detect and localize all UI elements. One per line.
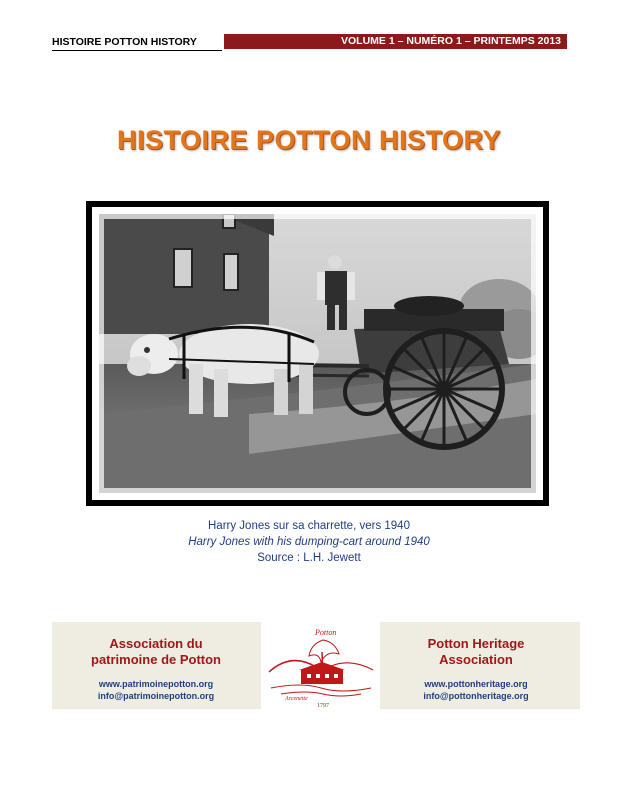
english-association-name [376,636,576,668]
french-association-block [56,636,256,702]
caption-french: Harry Jones sur sa charrette, vers 1940 [208,520,410,532]
english-association-website[interactable]: www.pottonheritage.org [424,679,528,689]
french-association-website[interactable]: www.patrimoinepotton.org [98,679,214,689]
running-header [52,34,567,52]
cover-photo [99,214,536,493]
photo-caption [0,518,618,566]
english-association-name-line2: Association [439,652,513,667]
english-association-email[interactable]: info@pottonheritage.org [423,691,529,701]
logo-signature: Arcenette [285,696,308,702]
french-association-email[interactable]: info@patrimoinepotton.org [97,691,215,701]
english-association-block [376,636,576,702]
footer-banner [52,622,580,709]
caption-english: Harry Jones with his dumping-cart around 1940 [188,536,430,548]
french-association-name-line2: patrimoine de Potton [91,652,221,667]
association-logo [261,622,380,709]
french-association-name [56,636,256,668]
cover-photo-frame [86,201,549,506]
page-title: HISTOIRE POTTON HISTORY [116,125,502,155]
header-publication-name: HISTOIRE POTTON HISTORY [52,34,222,51]
covered-bridge-logo-icon [261,622,380,709]
logo-year: 1797 [317,703,329,709]
header-issue-info: VOLUME 1 – NUMÉRO 1 – PRINTEMPS 2013 [224,34,567,49]
logo-text-top: Potton [315,628,337,637]
caption-source: Source : L.H. Jewett [257,552,361,564]
english-association-name-line1: Potton Heritage [427,636,525,651]
french-association-name-line1: Association du [109,636,203,651]
